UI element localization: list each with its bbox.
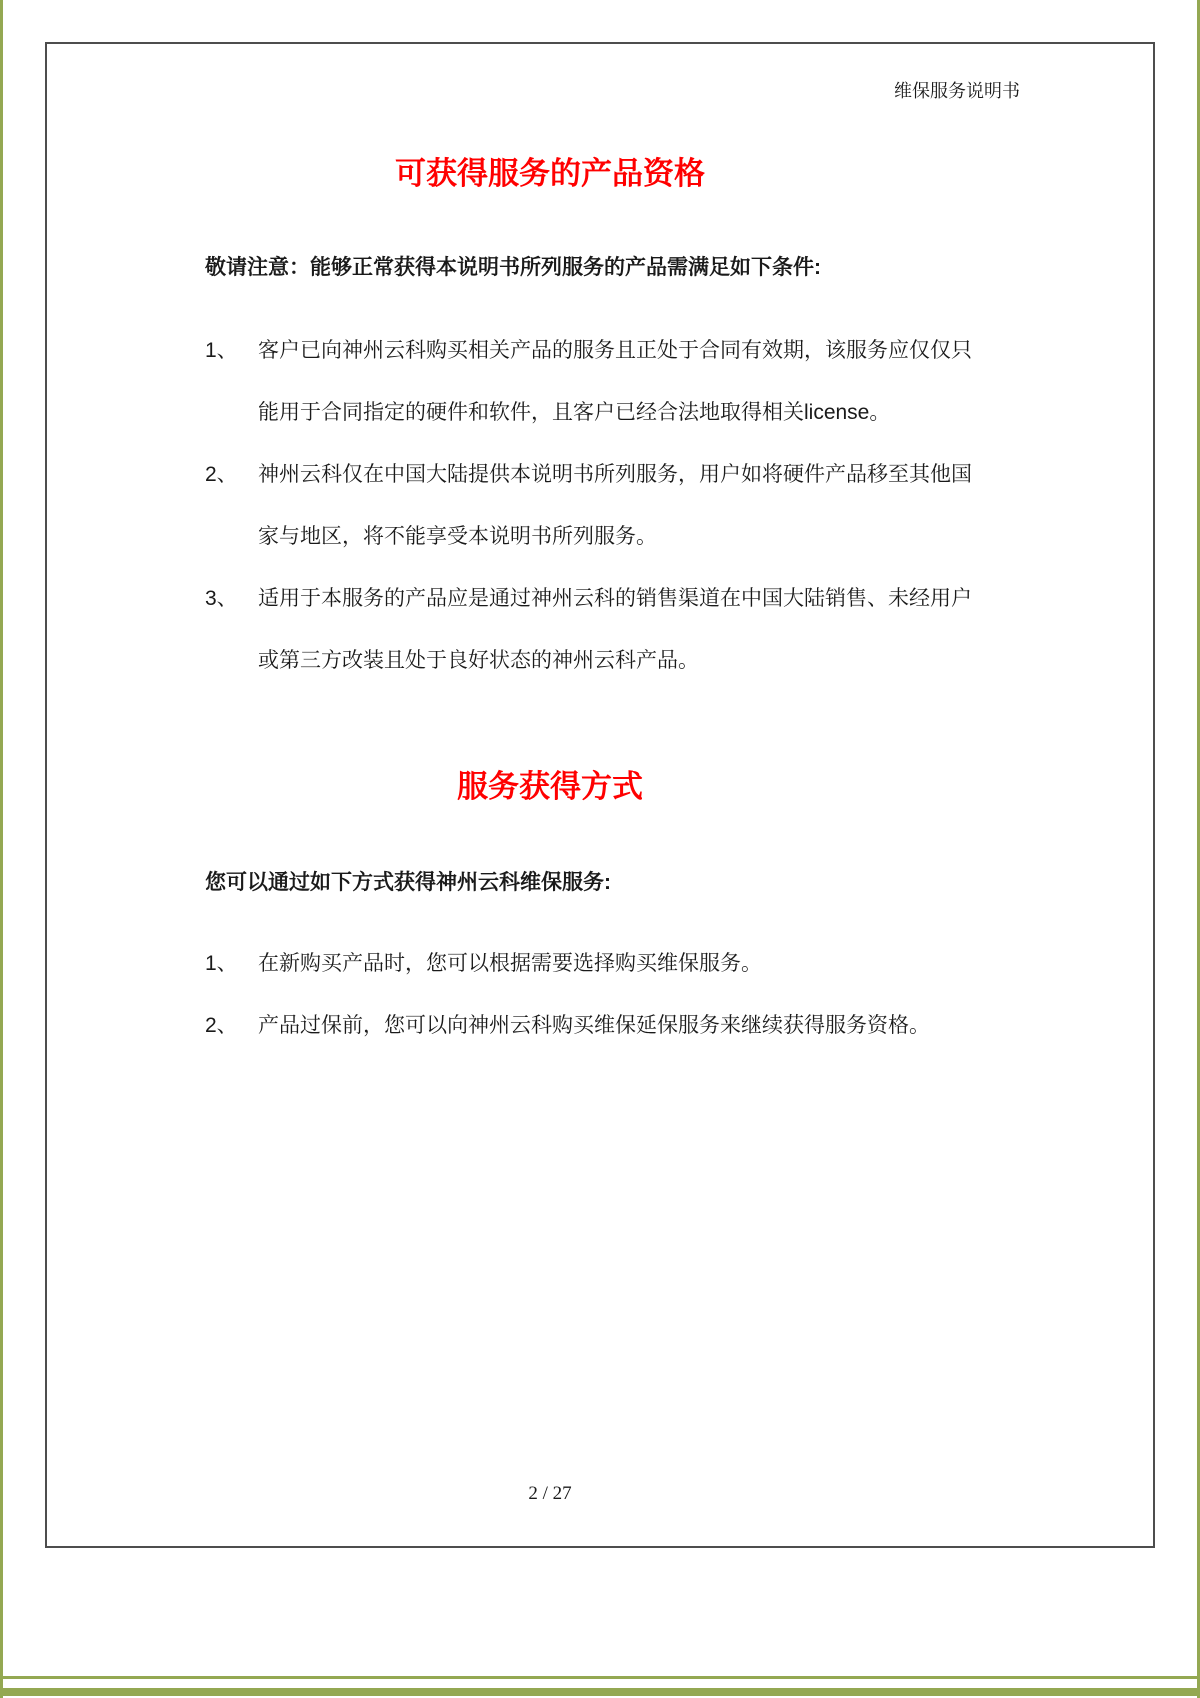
page-number: 2 / 27 — [528, 1483, 572, 1504]
section2-title: 服务获得方式 — [457, 769, 643, 804]
list-item-number: 1、 — [205, 339, 238, 362]
list-item — [205, 444, 1065, 568]
list-item-text-line: 适用于本服务的产品应是通过神州云科的销售渠道在中国大陆销售、未经用户 — [258, 587, 972, 610]
section2-intro: 您可以通过如下方式获得神州云科维保服务: — [205, 871, 611, 894]
list-item-text-line: 家与地区，将不能享受本说明书所列服务。 — [258, 525, 657, 548]
list-item-number: 2、 — [205, 1014, 238, 1037]
list-item-text-line: 产品过保前，您可以向神州云科购买维保延保服务来继续获得服务资格。 — [258, 1014, 930, 1037]
list-item-text-line: 神州云科仅在中国大陆提供本说明书所列服务，用户如将硬件产品移至其他国 — [258, 463, 972, 486]
list-item-text-line: 或第三方改装且处于良好状态的神州云科产品。 — [258, 649, 699, 672]
page-edge-bottom-thin — [0, 1676, 1200, 1679]
list-item-number: 2、 — [205, 463, 238, 486]
list-item-text-line: 在新购买产品时，您可以根据需要选择购买维保服务。 — [258, 952, 762, 975]
page-edge-left — [0, 0, 3, 1698]
list-item-number: 1、 — [205, 952, 238, 975]
section1-intro: 敬请注意：能够正常获得本说明书所列服务的产品需满足如下条件: — [205, 256, 821, 279]
list-item — [205, 995, 1065, 1057]
list-item — [205, 320, 1065, 444]
list-item-text-line: 能用于合同指定的硬件和软件，且客户已经合法地取得相关license。 — [258, 401, 891, 424]
list-item — [205, 568, 1065, 692]
list-item-text-line: 客户已向神州云科购买相关产品的服务且正处于合同有效期，该服务应仅仅只 — [258, 339, 972, 362]
list-item — [205, 933, 1065, 995]
section1-title: 可获得服务的产品资格 — [395, 156, 705, 191]
page-edge-bottom-thick — [0, 1688, 1200, 1696]
list-item-number: 3、 — [205, 587, 238, 610]
document-header-title: 维保服务说明书 — [894, 81, 1020, 101]
